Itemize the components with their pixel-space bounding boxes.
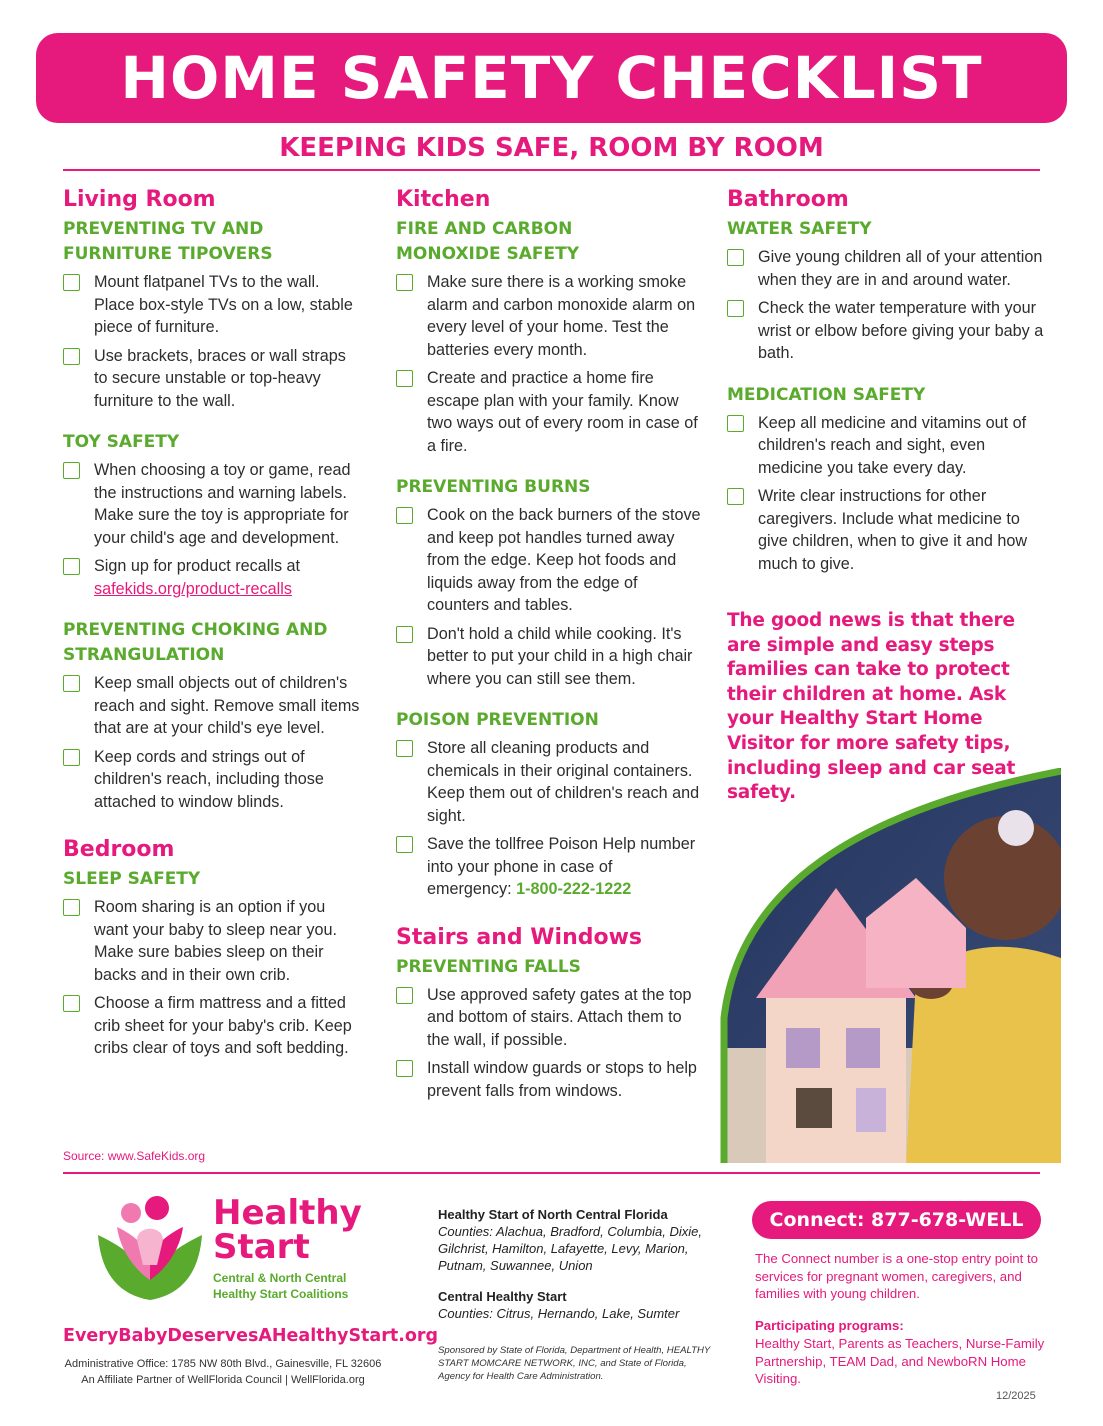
checklist-item — [727, 485, 1047, 575]
item-text: Create and practice a home fire escape plan with your family. Know two ways out of every room in case of a fire. — [427, 369, 698, 455]
page-subtitle: KEEPING KIDS SAFE, ROOM BY ROOM — [279, 133, 824, 163]
checklist-item — [396, 367, 701, 457]
checkbox[interactable] — [727, 415, 744, 432]
divider-top — [63, 169, 1040, 171]
category-line: FURNITURE TIPOVERS — [63, 244, 273, 264]
checkbox[interactable] — [396, 626, 413, 643]
category-toy-safety: TOY SAFETY — [63, 432, 180, 452]
checklist-item — [396, 833, 701, 901]
source-note: Source: www.SafeKids.org — [63, 1149, 206, 1163]
logo-wordmark — [213, 1193, 362, 1302]
checklist-item — [63, 271, 363, 339]
title-banner — [36, 33, 1067, 123]
checklist-item — [63, 896, 363, 986]
category-line: PREVENTING TV AND — [63, 219, 264, 239]
checklist-poison — [396, 737, 701, 901]
checklist-item — [396, 504, 701, 617]
checklist-item — [63, 345, 363, 413]
org-counties: Counties: Citrus, Hernando, Lake, Sumter — [438, 1306, 680, 1321]
checkbox[interactable] — [63, 558, 80, 575]
item-text: Cook on the back burners of the stove and keep pot handles turned away from the edge. Keep hot foods and liquids away from the edge of counters and tables. — [427, 506, 701, 614]
logo-line: Start — [213, 1227, 310, 1267]
org-counties: Counties: Alachua, Bradford, Columbia, Dixie, Gilchrist, Hamilton, Lafayette, Levy, Marion, Putnam, Suwannee, Union — [438, 1224, 702, 1273]
connect-description: The Connect number is a one-stop entry point to services for pregnant women, caregivers, and families with young children. — [755, 1251, 1038, 1301]
checkbox[interactable] — [396, 507, 413, 524]
checklist-item — [63, 992, 363, 1060]
connect-phone-button[interactable]: Connect: 877-678-WELL — [752, 1201, 1041, 1239]
checklist-water-safety — [727, 246, 1047, 365]
item-text: Check the water temperature with your wrist or elbow before giving your baby a bath. — [758, 299, 1044, 362]
room-title-living-room: Living Room — [63, 187, 216, 212]
checkbox[interactable] — [396, 1060, 413, 1077]
item-text: Sign up for product recalls at — [94, 557, 301, 575]
item-text: Keep small objects out of children's reach and sight. Remove small items that are at your child's eye level. — [94, 674, 360, 737]
item-text: Mount flatpanel TVs to the wall. Place box-style TVs on a low, stable piece of furniture. — [94, 273, 353, 336]
checkbox[interactable] — [396, 987, 413, 1004]
item-text: Keep all medicine and vitamins out of children's reach and sight, even medicine you take every day. — [758, 413, 1027, 477]
checkbox[interactable] — [727, 249, 744, 266]
office-address — [40, 1356, 406, 1388]
checklist-falls — [396, 984, 701, 1103]
checkbox[interactable] — [63, 462, 80, 479]
item-text: When choosing a toy or game, read the instructions and warning labels. Make sure the toy is appropriate for your child's age and development. — [94, 461, 351, 547]
room-title-bedroom: Bedroom — [63, 837, 175, 862]
child-playing-photo — [716, 768, 1061, 1168]
logo-subtitle: Healthy Start Coalitions — [213, 1287, 349, 1301]
checklist-item — [396, 623, 701, 691]
checklist-toy-safety — [63, 459, 363, 600]
checklist-burns — [396, 504, 701, 690]
checklist-choking — [63, 672, 363, 813]
category-line: MONOXIDE SAFETY — [396, 244, 580, 264]
checklist-item — [63, 746, 363, 814]
logo-line: Healthy — [213, 1193, 362, 1233]
logo-subtitle: Central & North Central — [213, 1271, 347, 1285]
checkbox[interactable] — [63, 995, 80, 1012]
checklist-item — [396, 737, 701, 827]
item-text: Store all cleaning products and chemicals in their original containers. Keep them out of children's reach and sight. — [427, 739, 700, 825]
item-text: Make sure there is a working smoke alarm and carbon monoxide alarm on every level of your home. Test the batteries every month. — [427, 273, 696, 359]
sponsor-note: Sponsored by State of Florida, Department of Health, HEALTHY START MOMCARE NETWORK, INC, and State of Florida, Agency for Health Care Administration. — [438, 1345, 711, 1382]
programs-list: Healthy Start, Parents as Teachers, Nurse-Family Partnership, TEAM Dad, and NewboRN Home Visiting. — [755, 1336, 1045, 1386]
category-line: STRANGULATION — [63, 645, 225, 665]
checkbox[interactable] — [396, 274, 413, 291]
room-title-bathroom: Bathroom — [727, 187, 849, 212]
checklist-sleep-safety — [63, 896, 363, 1060]
checkbox[interactable] — [396, 740, 413, 757]
item-text: Keep cords and strings out of children's reach, including those attached to window blinds. — [94, 747, 324, 811]
divider-bottom — [63, 1172, 1040, 1174]
category-line: PREVENTING CHOKING AND — [63, 620, 328, 640]
coalition-info — [438, 1206, 718, 1383]
item-text: Use brackets, braces or wall straps to secure unstable or top-heavy furniture to the wall. — [94, 346, 346, 410]
category-choking — [63, 618, 363, 668]
checkbox[interactable] — [63, 675, 80, 692]
checklist-item — [396, 1057, 701, 1102]
category-falls: PREVENTING FALLS — [396, 956, 581, 977]
address-line: An Affiliate Partner of WellFlorida Council | WellFlorida.org — [81, 1374, 365, 1386]
category-water-safety: WATER SAFETY — [727, 219, 872, 239]
poison-help-phone[interactable]: 1-800-222-1222 — [516, 880, 632, 898]
checklist-item — [727, 246, 1047, 291]
checklist-item — [727, 297, 1047, 365]
category-fire — [396, 217, 701, 267]
item-text: Write clear instructions for other caregivers. Include what medicine to give children, when to give it and how much to give. — [758, 487, 1028, 573]
checklist-medication — [727, 412, 1047, 576]
room-title-stairs: Stairs and Windows — [396, 924, 643, 950]
good-news-callout: The good news is that there are simple and easy steps families can take to protect their children at home. Ask your Healthy Start Home Visitor for more safety tips, including sleep and car seat safety. — [727, 610, 1016, 804]
category-medication: MEDICATION SAFETY — [727, 384, 926, 405]
checkbox[interactable] — [727, 488, 744, 505]
category-poison: POISON PREVENTION — [396, 710, 599, 730]
item-text: Give young children all of your attention when they are in and around water. — [758, 248, 1043, 289]
item-text: Don't hold a child while cooking. It's better to put your child in a high chair where you can still see them. — [427, 624, 693, 688]
website-link[interactable]: EveryBabyDeservesAHealthyStart.org — [63, 1326, 439, 1346]
column-middle — [396, 185, 701, 1108]
org-name: Central Healthy Start — [438, 1289, 567, 1304]
checklist-item — [396, 271, 701, 361]
checkbox[interactable] — [396, 836, 413, 853]
address-line: Administrative Office: 1785 NW 80th Blvd., Gainesville, FL 32606 — [64, 1358, 382, 1370]
checklist-item — [63, 555, 363, 600]
column-left — [63, 185, 363, 1066]
room-title-kitchen: Kitchen — [396, 187, 491, 212]
item-text: Room sharing is an option if you want your baby to sleep near you. Make sure babies sleep on their backs and in their own crib. — [94, 898, 337, 984]
checklist-item — [63, 672, 363, 740]
item-text: Save the tollfree Poison Help number into your phone in case of emergency: — [427, 835, 696, 898]
checkbox[interactable] — [396, 370, 413, 387]
checklist-item — [727, 412, 1047, 480]
item-text: Use approved safety gates at the top and bottom of stairs. Attach them to the wall, if possible. — [427, 985, 692, 1049]
programs-title: Participating programs: — [755, 1318, 904, 1333]
category-line: FIRE AND CARBON — [396, 219, 573, 239]
checkbox[interactable] — [63, 749, 80, 766]
revision-date: 12/2025 — [996, 1390, 1036, 1402]
item-text: Install window guards or stops to help prevent falls from windows. — [427, 1059, 697, 1100]
org-name: Healthy Start of North Central Florida — [438, 1207, 668, 1222]
checklist-tipovers — [63, 271, 363, 412]
checklist-item — [63, 459, 363, 549]
category-sleep-safety: SLEEP SAFETY — [63, 869, 201, 889]
column-right — [727, 185, 1047, 806]
recalls-link[interactable]: safekids.org/product-recalls — [94, 579, 292, 598]
checkbox[interactable] — [727, 300, 744, 317]
checkbox[interactable] — [63, 348, 80, 365]
checklist-fire — [396, 271, 701, 457]
checklist-item — [396, 984, 701, 1052]
healthy-start-logo-icon — [95, 1195, 205, 1305]
checkbox[interactable] — [63, 274, 80, 291]
category-tipovers — [63, 217, 363, 267]
item-text: Choose a firm mattress and a fitted crib sheet for your baby's crib. Keep cribs clear of toys and soft bedding. — [94, 994, 352, 1057]
page-title: HOME SAFETY CHECKLIST — [120, 44, 983, 112]
category-burns: PREVENTING BURNS — [396, 477, 591, 497]
checkbox[interactable] — [63, 899, 80, 916]
